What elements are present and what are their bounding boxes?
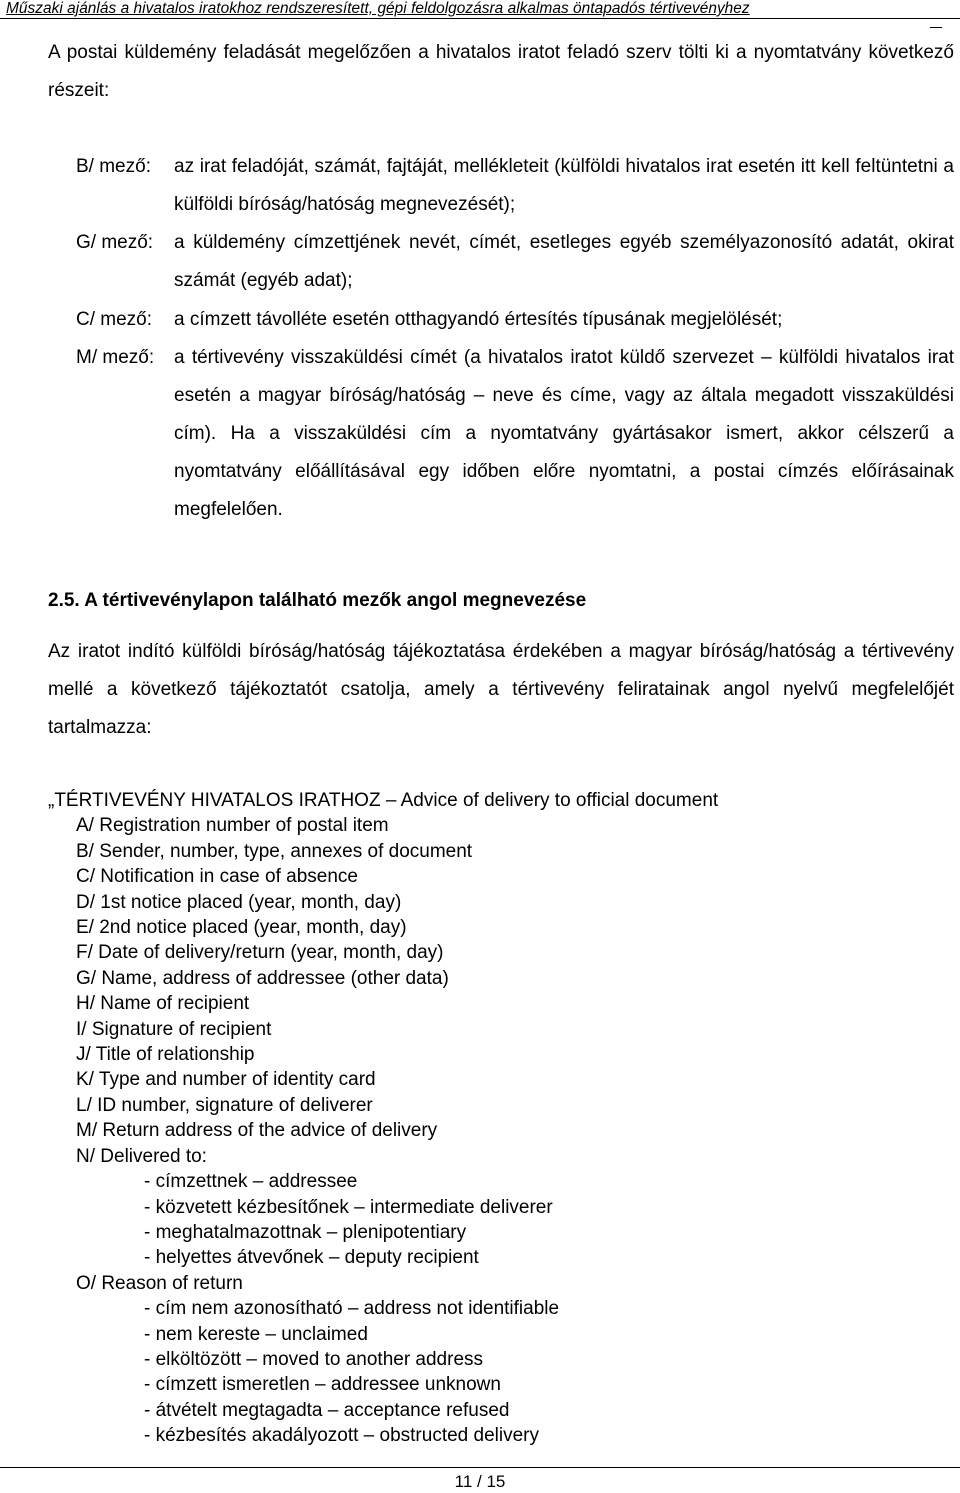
- field-g: [76, 224, 954, 300]
- field-g-key: G/ mező:: [76, 232, 154, 253]
- list-item: A/ Registration number of postal item: [76, 815, 389, 837]
- field-c: [76, 301, 954, 339]
- return-reason-option: - cím nem azonosítható – address not identifiable: [144, 1298, 560, 1320]
- list-item: C/ Notification in case of absence: [76, 866, 358, 888]
- list-item: M/ Return address of the advice of delivery: [76, 1120, 438, 1142]
- delivered-to-option: - közvetett kézbesítőnek – intermediate deliverer: [144, 1196, 553, 1218]
- return-reason-option: - átvételt megtagadta – acceptance refused: [144, 1399, 510, 1421]
- list-item: G/ Name, address of addressee (other data): [76, 967, 449, 989]
- section-heading: 2.5. A tértivevénylapon található mezők angol megnevezése: [48, 590, 587, 611]
- list-item: N/ Delivered to:: [76, 1145, 207, 1167]
- return-reason-option: - kézbesítés akadályozott – obstructed delivery: [144, 1425, 539, 1447]
- section-paragraph: Az iratot indító külföldi bíróság/hatóság tájékoztatása érdekében a magyar bíróság/hatóság a tértivevény mellé a következő tájékoztatót csatolja, amely a tértivevény feliratainak angol nyelvű megfelelőjét tartalmazza:: [48, 641, 954, 738]
- return-reason-option: - nem kereste – unclaimed: [144, 1323, 368, 1345]
- list-item: I/ Signature of recipient: [76, 1018, 272, 1040]
- intro-paragraph: A postai küldemény feladását megelőzően a hivatalos iratot feladó szerv tölti ki a nyomtatvány következő részeit:: [48, 42, 954, 101]
- list-item: E/ 2nd notice placed (year, month, day): [76, 917, 407, 939]
- return-reason-option: - címzett ismeretlen – addressee unknown: [144, 1374, 501, 1396]
- field-b-key: B/ mező:: [76, 156, 151, 177]
- field-g-text: a küldemény címzettjének nevét, címét, esetleges egyéb személyazonosító adatát, okirat számát (egyéb adat);: [174, 232, 954, 291]
- notice-title: „TÉRTIVEVÉNY HIVATALOS IRATHOZ – Advice of delivery to official document: [48, 790, 719, 811]
- return-reason-option: - elköltözött – moved to another address: [144, 1348, 484, 1370]
- delivered-to-option: - meghatalmazottnak – plenipotentiary: [144, 1221, 467, 1243]
- delivered-to-option: - címzettnek – addressee: [144, 1171, 358, 1193]
- field-b-text: az irat feladóját, számát, fajtáját, mellékleteit (külföldi hivatalos irat esetén itt kell feltüntetni a külföldi bíróság/hatóság megnevezését);: [174, 156, 954, 215]
- delivered-to-option: - helyettes átvevőnek – deputy recipient: [144, 1247, 479, 1269]
- page-header: [0, 0, 960, 20]
- page-number: 11 / 15: [454, 1472, 506, 1491]
- field-b: [76, 148, 954, 224]
- list-item: J/ Title of relationship: [76, 1044, 255, 1066]
- list-item: F/ Date of delivery/return (year, month, day): [76, 942, 444, 964]
- field-c-text: a címzett távolléte esetén otthagyandó értesítés típusának megjelölését;: [174, 309, 783, 330]
- reason-of-return-label: O/ Reason of return: [76, 1272, 243, 1294]
- list-item: K/ Type and number of identity card: [76, 1069, 376, 1091]
- delivery-notice: [48, 788, 718, 1449]
- list-item: H/ Name of recipient: [76, 993, 250, 1015]
- header-divider: [0, 18, 960, 19]
- field-m-text: a tértivevény visszaküldési címét (a hivatalos iratot küldő szervezet – külföldi hivatalos irat esetén a magyar bíróság/hatóság – neve és címe, vagy az általa megadott visszaküldési cím). Ha a visszaküldési cím a nyomtatvány gyártásakor ismert, akkor célszerű a nyomtatvány előállításával egy időben előre nyomtatni, a postai címzés előírásainak megfelelően.: [174, 347, 954, 520]
- field-c-key: C/ mező:: [76, 309, 153, 330]
- list-item: B/ Sender, number, type, annexes of document: [76, 840, 473, 862]
- header-mark: [930, 27, 942, 28]
- footer-divider: [0, 1467, 960, 1468]
- field-m: [76, 339, 954, 529]
- list-item: D/ 1st notice placed (year, month, day): [76, 891, 402, 913]
- list-item: L/ ID number, signature of deliverer: [76, 1094, 373, 1116]
- field-m-key: M/ mező:: [76, 347, 155, 368]
- running-title: Műszaki ajánlás a hivatalos iratokhoz rendszeresített, gépi feldolgozásra alkalmas öntapadós tértivevényhez: [6, 0, 750, 17]
